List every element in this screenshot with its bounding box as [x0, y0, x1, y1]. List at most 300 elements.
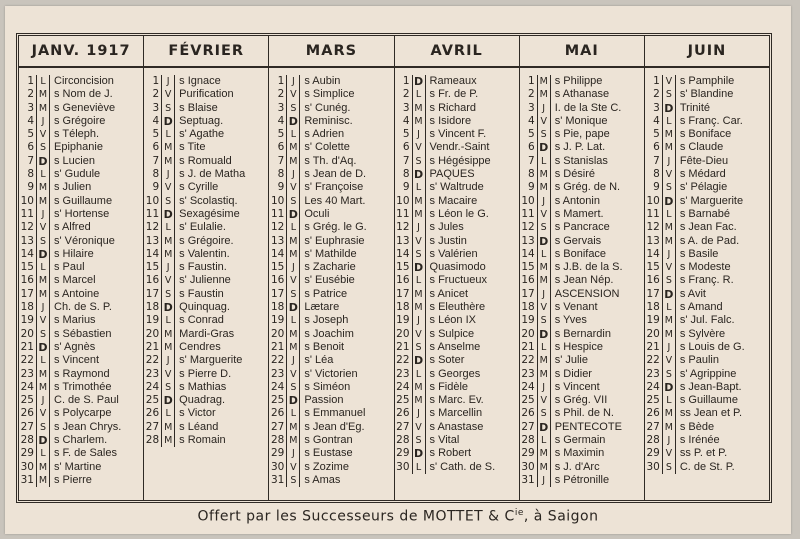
- day-row: [395, 421, 519, 434]
- day-number: 17: [396, 287, 410, 300]
- day-row: [395, 394, 519, 407]
- saint-name: ss P. et P.: [679, 447, 728, 460]
- saint-name: s Benoit: [304, 340, 345, 353]
- weekday-letter: V: [286, 88, 300, 101]
- weekday-letter: M: [537, 75, 551, 88]
- day-number: 3: [402, 101, 410, 114]
- weekday-letter: L: [161, 128, 175, 141]
- day-number: 6: [27, 141, 34, 154]
- day-row: [395, 235, 519, 248]
- saint-name: Vendr.-Saint: [429, 141, 490, 154]
- day-number: 1: [152, 75, 160, 87]
- day-row: [520, 235, 644, 248]
- saint-name: s Marcel: [54, 274, 96, 287]
- day-row: [395, 102, 519, 115]
- saint-name: s Barnabé: [679, 207, 731, 220]
- day-number: 4: [27, 114, 34, 127]
- day-row: [520, 421, 644, 434]
- weekday-letter: M: [412, 394, 426, 407]
- day-row: [395, 461, 519, 474]
- day-number: 11: [646, 207, 660, 220]
- weekday-letter: M: [412, 102, 426, 115]
- day-number: 7: [402, 154, 410, 167]
- day-number: 7: [277, 154, 285, 167]
- day-number: 22: [20, 354, 34, 367]
- day-number: 25: [270, 394, 285, 407]
- saint-name: s Léon le G.: [429, 207, 489, 220]
- saint-name: s Zozime: [304, 460, 349, 473]
- weekday-letter: J: [286, 168, 300, 181]
- day-row: [520, 354, 644, 367]
- weekday-letter: V: [36, 128, 50, 141]
- day-row: [395, 195, 519, 208]
- day-number: 2: [152, 88, 160, 101]
- weekday-letter: J: [36, 301, 50, 314]
- saint-name: s Venant: [554, 301, 598, 314]
- day-number: 6: [653, 141, 660, 154]
- day-row: [645, 288, 769, 301]
- day-number: 20: [145, 327, 160, 340]
- day-row: [645, 341, 769, 354]
- day-number: 29: [521, 447, 535, 460]
- weekday-letter: V: [662, 261, 676, 274]
- weekday-letter: J: [286, 261, 300, 274]
- day-number: 4: [653, 114, 660, 127]
- day-number: 13: [396, 234, 410, 247]
- day-number: 30: [20, 460, 34, 473]
- day-number: 1: [528, 75, 535, 87]
- weekday-letter: M: [161, 248, 175, 261]
- day-number: 12: [145, 221, 160, 234]
- saint-name: s Grég. le G.: [304, 221, 367, 234]
- weekday-letter: L: [286, 128, 300, 141]
- day-number: 16: [270, 274, 285, 287]
- weekday-letter: M: [537, 447, 551, 460]
- saint-name: s Fr. de P.: [429, 88, 479, 101]
- day-number: 28: [20, 434, 34, 447]
- day-number: 9: [528, 181, 535, 194]
- day-number: 29: [270, 447, 285, 460]
- day-number: 11: [521, 207, 535, 220]
- day-row: [269, 407, 393, 420]
- day-row: [269, 168, 393, 181]
- saint-name: s' Gudule: [54, 168, 101, 181]
- day-row: [395, 128, 519, 141]
- weekday-letter: J: [161, 354, 175, 367]
- day-row: [19, 394, 143, 407]
- saint-name: s Maximin: [554, 447, 605, 460]
- day-row: [19, 235, 143, 248]
- day-row: [395, 288, 519, 301]
- weekday-letter: S: [161, 288, 175, 301]
- weekday-letter: M: [161, 421, 175, 434]
- day-number: 16: [646, 274, 660, 287]
- weekday-letter: D: [36, 434, 50, 447]
- saint-name: Lætare: [304, 301, 340, 314]
- weekday-letter: S: [412, 248, 426, 261]
- saint-name: Reminisc.: [304, 114, 353, 127]
- saint-name: s Philippe: [554, 75, 603, 87]
- saint-name: s' Françoise: [304, 181, 364, 194]
- day-row: [144, 208, 268, 221]
- day-row: [144, 288, 268, 301]
- saint-name: s Guillaume: [54, 194, 113, 207]
- day-row: [19, 155, 143, 168]
- day-row: [520, 261, 644, 274]
- day-number: 10: [145, 194, 160, 207]
- weekday-letter: S: [662, 181, 676, 194]
- day-row: [395, 328, 519, 341]
- day-row: [520, 474, 644, 487]
- saint-name: s Jean de D.: [304, 168, 367, 181]
- day-number: 10: [270, 194, 285, 207]
- weekday-letter: M: [537, 261, 551, 274]
- day-number: 18: [145, 301, 160, 314]
- saint-name: s Grég. VII: [554, 394, 608, 407]
- day-number: 11: [396, 207, 410, 220]
- day-row: [269, 248, 393, 261]
- day-number: 26: [145, 407, 160, 420]
- saint-name: Passion: [304, 394, 344, 407]
- saint-name: s Irénée: [679, 434, 720, 447]
- day-row: [19, 141, 143, 154]
- saint-name: s' Waltrude: [429, 181, 484, 194]
- day-row: [269, 461, 393, 474]
- day-row: [645, 208, 769, 221]
- day-number: 9: [653, 181, 660, 194]
- day-number: 4: [528, 114, 535, 127]
- saint-name: s Joseph: [304, 314, 349, 327]
- day-row: [19, 221, 143, 234]
- weekday-letter: L: [537, 155, 551, 168]
- month-title: JUIN: [645, 36, 769, 68]
- day-row: [520, 341, 644, 354]
- day-row: [269, 181, 393, 194]
- saint-name: s' Marguerite: [679, 194, 744, 207]
- day-number: 25: [20, 394, 34, 407]
- weekday-letter: S: [662, 368, 676, 381]
- weekday-letter: M: [36, 102, 50, 115]
- day-row: [144, 181, 268, 194]
- month-column: [645, 36, 769, 500]
- saint-name: s J. P. Lat.: [554, 141, 606, 154]
- weekday-letter: L: [286, 221, 300, 234]
- day-number: 24: [521, 380, 535, 393]
- day-row: [395, 221, 519, 234]
- day-row: [395, 354, 519, 367]
- saint-name: s Cyrille: [179, 181, 219, 194]
- day-number: 8: [653, 168, 660, 181]
- weekday-letter: M: [161, 141, 175, 154]
- day-number: 12: [396, 221, 410, 234]
- day-number: 22: [521, 354, 535, 367]
- weekday-letter: M: [662, 328, 676, 341]
- saint-name: s Zacharie: [304, 261, 356, 274]
- saint-name: s Romuald: [179, 154, 232, 167]
- footer-superscript: ie: [514, 508, 524, 518]
- saint-name: Trinité: [679, 101, 711, 114]
- saint-name: s' Jul. Falc.: [679, 314, 735, 327]
- weekday-letter: D: [662, 195, 676, 208]
- month-column: [19, 36, 144, 500]
- weekday-letter: V: [412, 235, 426, 248]
- weekday-letter: M: [412, 301, 426, 314]
- day-number: 28: [270, 434, 285, 447]
- day-row: [520, 141, 644, 154]
- saint-name: s Trimothée: [54, 380, 112, 393]
- day-number: 7: [653, 154, 660, 167]
- saint-name: Ch. de S. P.: [54, 301, 112, 314]
- saint-name: s Louis de G.: [679, 340, 745, 353]
- saint-name: s Athanase: [554, 88, 610, 101]
- day-row: [520, 274, 644, 287]
- weekday-letter: M: [537, 181, 551, 194]
- weekday-letter: L: [161, 407, 175, 420]
- weekday-letter: V: [412, 421, 426, 434]
- saint-name: s Macaire: [429, 194, 478, 207]
- day-row: [19, 447, 143, 460]
- day-row: [144, 394, 268, 407]
- day-row: [520, 155, 644, 168]
- saint-name: s Sylvère: [679, 327, 726, 340]
- weekday-letter: D: [412, 168, 426, 181]
- day-row: [269, 235, 393, 248]
- weekday-letter: M: [286, 434, 300, 447]
- day-row: [144, 314, 268, 327]
- saint-name: s Avit: [679, 287, 706, 300]
- month-column: [144, 36, 269, 500]
- weekday-letter: V: [161, 274, 175, 287]
- day-row: [395, 141, 519, 154]
- day-row: [395, 407, 519, 420]
- saint-name: s Nom de J.: [54, 88, 113, 101]
- weekday-letter: M: [161, 434, 175, 447]
- weekday-letter: S: [161, 102, 175, 115]
- day-number: 11: [270, 207, 285, 220]
- saint-name: s Phil. de N.: [554, 407, 614, 420]
- day-row: [645, 115, 769, 128]
- day-number: 15: [646, 261, 660, 274]
- saint-name: s Gervais: [554, 234, 602, 247]
- day-row: [645, 195, 769, 208]
- saint-name: s Hilaire: [54, 247, 94, 260]
- saint-name: s Hespice: [554, 340, 603, 353]
- day-number: 5: [27, 128, 34, 141]
- weekday-letter: L: [662, 115, 676, 128]
- weekday-letter: M: [412, 115, 426, 128]
- day-row: [520, 195, 644, 208]
- saint-name: s Charlem.: [54, 434, 108, 447]
- saint-name: s' Eusébie: [304, 274, 355, 287]
- day-number: 26: [646, 407, 660, 420]
- day-row: [645, 181, 769, 194]
- day-number: 28: [521, 434, 535, 447]
- day-row: [520, 248, 644, 261]
- saint-name: s Stanislas: [554, 154, 608, 167]
- weekday-letter: D: [161, 301, 175, 314]
- day-row: [269, 75, 393, 88]
- weekday-letter: L: [36, 75, 50, 88]
- weekday-letter: D: [161, 208, 175, 221]
- day-number: 14: [20, 247, 34, 260]
- day-row: [645, 354, 769, 367]
- day-number: 23: [20, 367, 34, 380]
- weekday-letter: J: [662, 434, 676, 447]
- day-row: [269, 314, 393, 327]
- weekday-letter: V: [161, 88, 175, 101]
- weekday-letter: S: [286, 195, 300, 208]
- saint-name: PENTECOTE: [554, 420, 622, 433]
- day-row: [269, 434, 393, 447]
- day-number: 12: [646, 221, 660, 234]
- weekday-letter: D: [537, 235, 551, 248]
- day-row: [144, 155, 268, 168]
- day-number: 7: [528, 154, 535, 167]
- saint-name: s Germain: [554, 434, 606, 447]
- day-row: [269, 301, 393, 314]
- weekday-letter: M: [537, 461, 551, 474]
- day-number: 26: [270, 407, 285, 420]
- weekday-letter: V: [36, 221, 50, 234]
- day-row: [395, 341, 519, 354]
- day-number: 10: [396, 194, 410, 207]
- day-row: [520, 447, 644, 460]
- day-number: 24: [145, 380, 160, 393]
- weekday-letter: M: [537, 88, 551, 101]
- day-row: [520, 75, 644, 88]
- saint-name: s Boniface: [554, 247, 607, 260]
- saint-name: C. de S. Paul: [54, 394, 119, 407]
- day-row: [19, 301, 143, 314]
- day-row: [144, 341, 268, 354]
- day-row: [144, 407, 268, 420]
- weekday-letter: S: [412, 155, 426, 168]
- day-row: [269, 141, 393, 154]
- day-number: 28: [145, 434, 160, 447]
- saint-name: s' Agathe: [179, 128, 225, 141]
- day-row: [520, 434, 644, 447]
- day-row: [269, 261, 393, 274]
- saint-name: Cendres: [179, 340, 221, 353]
- weekday-letter: J: [36, 208, 50, 221]
- day-number: 20: [20, 327, 34, 340]
- day-number: 31: [521, 473, 535, 486]
- day-number: 5: [528, 128, 535, 141]
- saint-name: s Anastase: [429, 420, 484, 433]
- day-row: [144, 102, 268, 115]
- day-number: 15: [270, 261, 285, 274]
- weekday-letter: M: [286, 328, 300, 341]
- day-number: 18: [646, 301, 660, 314]
- weekday-letter: D: [161, 115, 175, 128]
- saint-name: s Jean Nép.: [554, 274, 614, 287]
- weekday-letter: J: [537, 195, 551, 208]
- day-number: 14: [145, 247, 160, 260]
- day-number: 15: [145, 261, 160, 274]
- day-row: [645, 168, 769, 181]
- weekday-letter: J: [286, 75, 300, 88]
- saint-name: s' Monique: [554, 114, 608, 127]
- day-number: 17: [145, 287, 160, 300]
- weekday-letter: J: [662, 341, 676, 354]
- weekday-letter: D: [36, 248, 50, 261]
- day-row: [645, 314, 769, 327]
- weekday-letter: J: [662, 248, 676, 261]
- day-number: 8: [27, 168, 34, 181]
- month-title: JANV. 1917: [19, 36, 143, 68]
- saint-name: s' Cunég.: [304, 101, 351, 114]
- saint-name: s Eustase: [304, 447, 353, 460]
- weekday-letter: L: [662, 208, 676, 221]
- saint-name: s Claude: [679, 141, 724, 154]
- day-number: 3: [528, 101, 535, 114]
- day-number: 27: [396, 420, 410, 433]
- weekday-letter: S: [537, 407, 551, 420]
- day-number: 29: [20, 447, 34, 460]
- weekday-letter: S: [36, 235, 50, 248]
- day-number: 18: [20, 301, 34, 314]
- weekday-letter: L: [662, 394, 676, 407]
- weekday-letter: L: [412, 461, 426, 474]
- saint-name: s Bernardin: [554, 327, 611, 340]
- day-number: 25: [396, 394, 410, 407]
- weekday-letter: L: [36, 354, 50, 367]
- day-row: [520, 394, 644, 407]
- saint-name: s Léand: [179, 420, 219, 433]
- day-row: [144, 88, 268, 101]
- saint-name: s Franç. R.: [679, 274, 734, 287]
- day-number: 14: [270, 247, 285, 260]
- saint-name: s Anselme: [429, 340, 481, 353]
- weekday-letter: L: [36, 447, 50, 460]
- weekday-letter: M: [161, 235, 175, 248]
- day-row: [144, 368, 268, 381]
- day-row: [395, 88, 519, 101]
- saint-name: s Justin: [429, 234, 467, 247]
- saint-name: s Lucien: [54, 154, 95, 167]
- weekday-letter: D: [36, 155, 50, 168]
- saint-name: s Fidèle: [429, 380, 469, 393]
- saint-name: s' Eulalie.: [179, 221, 226, 234]
- footer-text: Offert par les Successeurs de MOTTET & C: [197, 508, 515, 525]
- saint-name: s Romain: [179, 434, 226, 447]
- day-row: [269, 102, 393, 115]
- day-number: 24: [396, 380, 410, 393]
- day-number: 9: [27, 181, 34, 194]
- day-number: 17: [646, 287, 660, 300]
- day-row: [395, 301, 519, 314]
- day-row: [144, 168, 268, 181]
- day-number: 20: [646, 327, 660, 340]
- day-row: [645, 75, 769, 88]
- day-row: [269, 474, 393, 487]
- day-number: 19: [646, 314, 660, 327]
- saint-name: s Paul: [54, 261, 85, 274]
- day-row: [144, 434, 268, 447]
- day-number: 25: [521, 394, 535, 407]
- saint-name: s Emmanuel: [304, 407, 366, 420]
- weekday-letter: J: [412, 221, 426, 234]
- saint-name: s F. de Sales: [54, 447, 117, 460]
- day-row: [19, 248, 143, 261]
- weekday-letter: L: [161, 314, 175, 327]
- saint-name: s Amand: [679, 301, 723, 314]
- saint-name: s Adrien: [304, 128, 345, 141]
- saint-name: s Sébastien: [54, 327, 112, 340]
- saint-name: s Simplice: [304, 88, 355, 101]
- day-number: 3: [152, 101, 160, 114]
- day-number: 14: [521, 247, 535, 260]
